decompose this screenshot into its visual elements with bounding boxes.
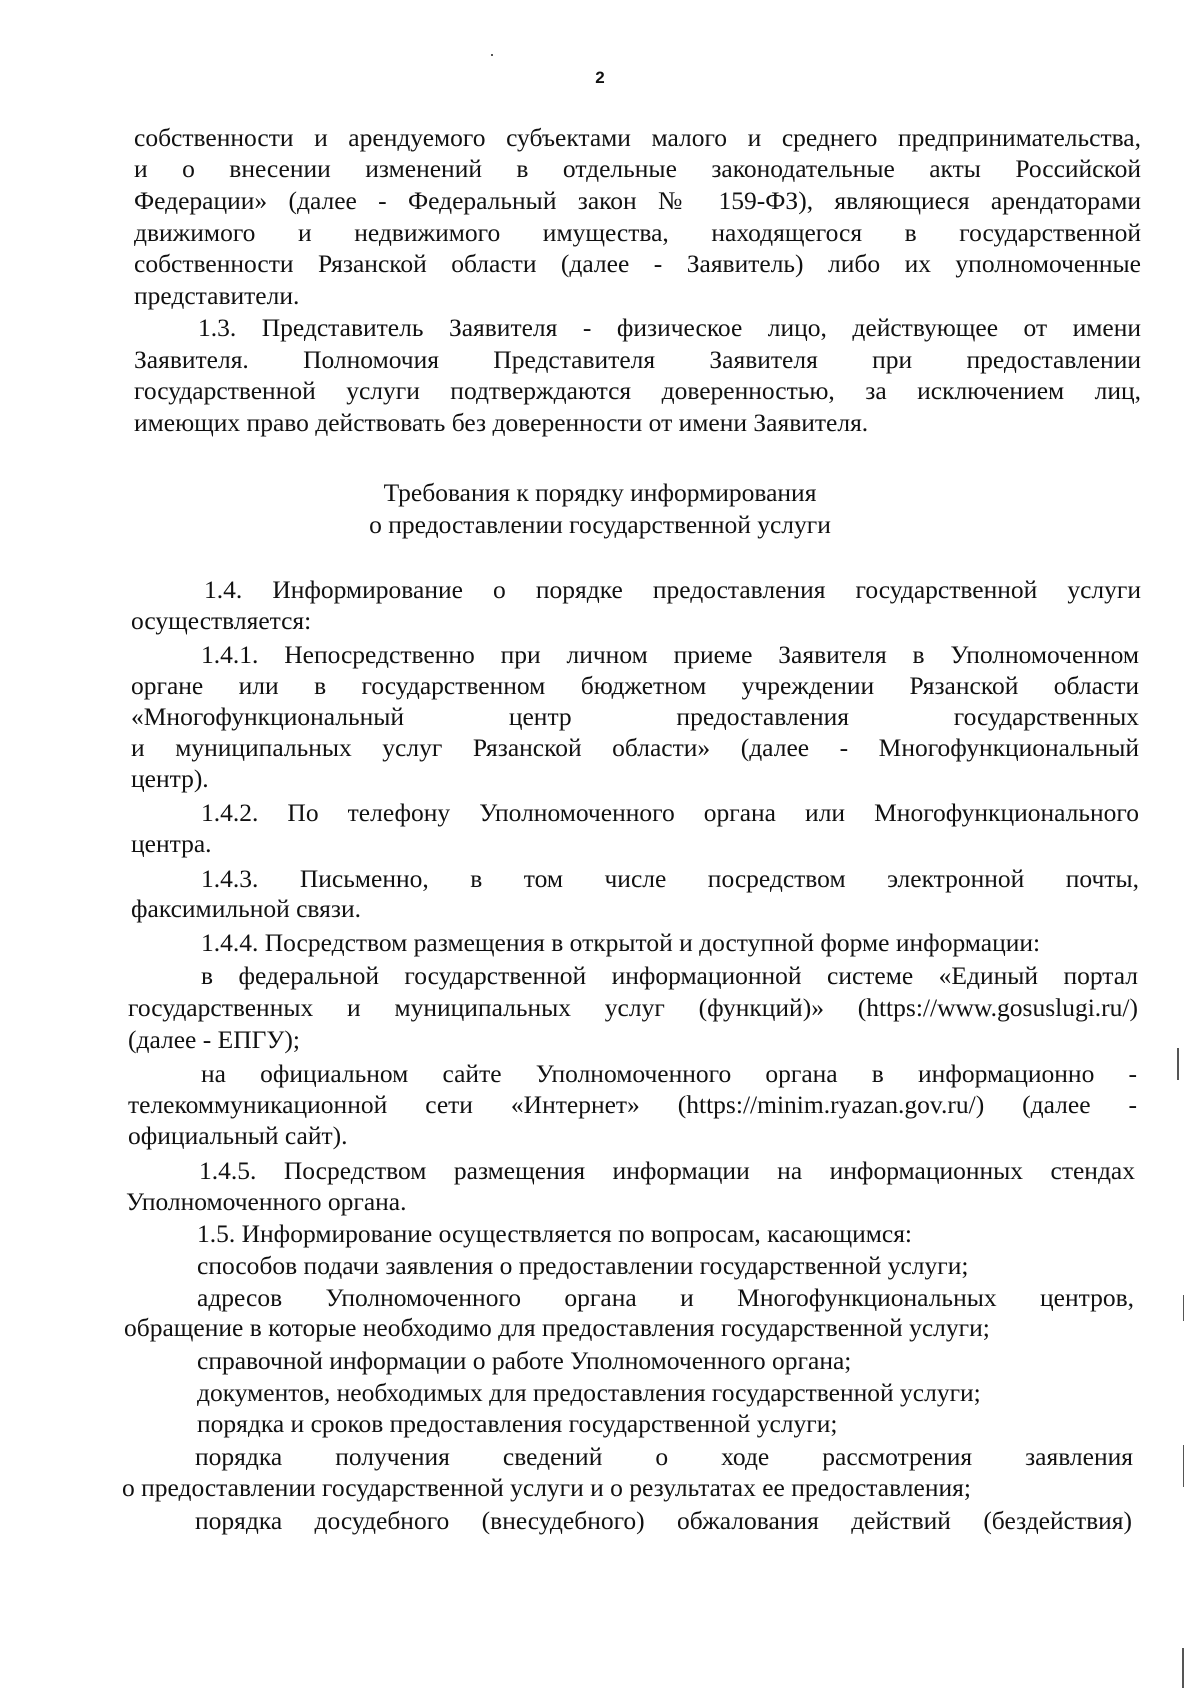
scan-artifact xyxy=(1183,1295,1184,1321)
text-line: факсимильной связи. xyxy=(131,894,361,923)
text-line: Заявителя. Полномочия Представителя Заявителя при предоставлении xyxy=(134,345,1141,374)
text-line: 1.4.2. По телефону Уполномоченного органа или Многофункционального xyxy=(201,798,1139,827)
text-line: (далее - ЕПГУ); xyxy=(128,1025,300,1054)
text-line: порядка и сроков предоставления государственной услуги; xyxy=(197,1409,838,1438)
text-line: Уполномоченного органа. xyxy=(126,1187,407,1216)
text-line: собственности Рязанской области (далее - Заявитель) либо их уполномоченные xyxy=(134,249,1141,278)
text-line: Федерации» (далее - Федеральный закон № 159-ФЗ), являющиеся арендаторами xyxy=(134,186,1141,215)
text-line: 1.4.4. Посредством размещения в открытой и доступной форме информации: xyxy=(201,928,1041,957)
text-line: в федеральной государственной информационной системе «Единый портал xyxy=(201,961,1138,990)
text-line: телекоммуникационной сети «Интернет» (https://minim.ryazan.gov.ru/) (далее - xyxy=(128,1090,1137,1119)
text-line: 1.5. Информирование осуществляется по вопросам, касающимся: xyxy=(197,1219,913,1248)
scan-artifact xyxy=(1183,1445,1184,1487)
text-line: и муниципальных услуг Рязанской области» (далее - Многофункциональный xyxy=(131,733,1139,762)
text-line: о предоставлении государственной услуги и о результатах ее предоставления; xyxy=(122,1473,971,1502)
text-line: государственной услуги подтверждаются доверенностью, за исключением лиц, xyxy=(134,376,1141,405)
text-line: имеющих право действовать без доверенности от имени Заявителя. xyxy=(134,408,869,437)
text-line: центра. xyxy=(131,829,212,858)
text-line: осуществляется: xyxy=(131,606,312,635)
text-line: органе или в государственном бюджетном учреждении Рязанской области xyxy=(131,671,1139,700)
section-heading-line: о предоставлении государственной услуги xyxy=(369,510,831,539)
section-heading-line: Требования к порядку информирования xyxy=(383,478,817,507)
text-line: государственных и муниципальных услуг (функций)» (https://www.gosuslugi.ru/) xyxy=(128,993,1138,1022)
text-line: 1.3. Представитель Заявителя - физическое лицо, действующее от имени xyxy=(198,313,1141,342)
text-line: «Многофункциональный центр предоставления государственных xyxy=(131,702,1139,731)
text-line: 1.4.3. Письменно, в том числе посредством электронной почты, xyxy=(201,864,1139,893)
text-line: адресов Уполномоченного органа и Многофункциональных центров, xyxy=(197,1283,1134,1312)
scan-artifact xyxy=(491,54,493,56)
text-line: официальный сайт). xyxy=(128,1121,348,1150)
text-line: порядка досудебного (внесудебного) обжалования действий (бездействия) xyxy=(195,1506,1132,1535)
text-line: способов подачи заявления о предоставлении государственной услуги; xyxy=(197,1251,969,1280)
text-line: и о внесении изменений в отдельные законодательные акты Российской xyxy=(134,154,1141,183)
text-line: 1.4.5. Посредством размещения информации на информационных стендах xyxy=(199,1156,1135,1185)
text-line: движимого и недвижимого имущества, находящегося в государственной xyxy=(134,218,1141,247)
text-line: центр). xyxy=(131,764,209,793)
text-line: 1.4.1. Непосредственно при личном приеме Заявителя в Уполномоченном xyxy=(201,640,1139,669)
page-number: 2 xyxy=(595,68,605,87)
text-line: обращение в которые необходимо для предоставления государственной услуги; xyxy=(124,1313,990,1342)
scan-artifact xyxy=(1177,1048,1179,1080)
text-line: порядка получения сведений о ходе рассмотрения заявления xyxy=(195,1442,1133,1471)
text-line: справочной информации о работе Уполномоченного органа; xyxy=(197,1346,852,1375)
text-line: на официальном сайте Уполномоченного органа в информационно - xyxy=(201,1059,1137,1088)
text-line: собственности и арендуемого субъектами малого и среднего предпринимательства, xyxy=(134,123,1141,152)
text-line: документов, необходимых для предоставления государственной услуги; xyxy=(197,1378,981,1407)
scan-artifact xyxy=(1182,1648,1184,1688)
text-line: представители. xyxy=(134,281,300,310)
text-line: 1.4. Информирование о порядке предоставления государственной услуги xyxy=(204,575,1141,604)
